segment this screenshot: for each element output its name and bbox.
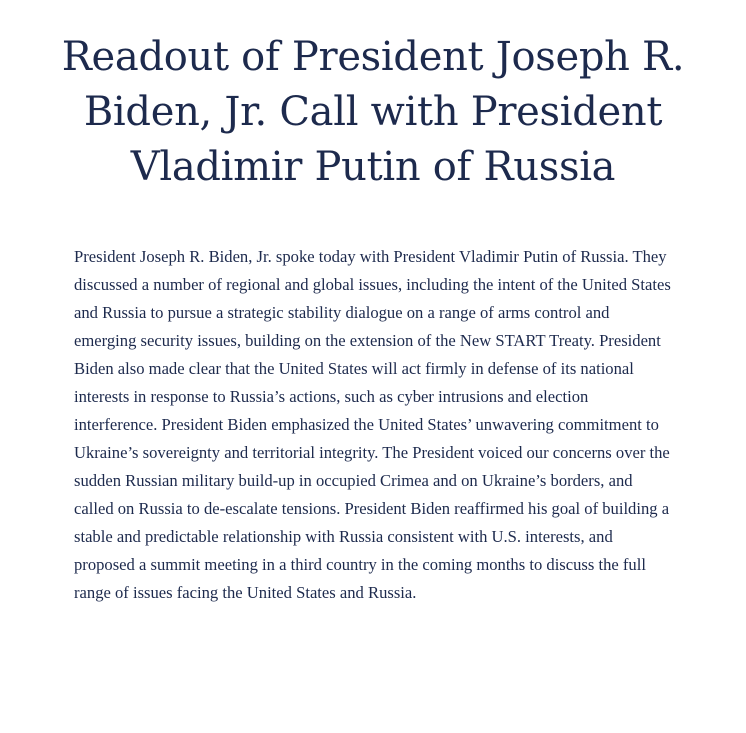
- body-paragraph: President Joseph R. Biden, Jr. spoke today with President Vladimir Putin of Russia. They discussed a number of regional and global issues, including the intent of the United States and Russia to pursue a strategic stability dialogue on a range of arms control and emerging security issues, building on the extension of the New START Treaty. President Biden also made clear that the United States will act firmly in defense of its national interests in response to Russia’s actions, such as cyber intrusions and election interference. President Biden emphasized the United States’ unwavering commitment to Ukraine’s sovereignty and territorial integrity. The President voiced our concerns over the sudden Russian military build-up in occupied Crimea and on Ukraine’s borders, and called on Russia to de-escalate tensions. President Biden reaffirmed his goal of building a stable and predictable relationship with Russia consistent with U.S. interests, and proposed a summit meeting in a third country in the coming months to discuss the full range of issues facing the United States and Russia.: [74, 247, 671, 602]
- page-title: Readout of President Joseph R. Biden, Jr. Call with President Vladimir Putin of Russia: [61, 34, 685, 190]
